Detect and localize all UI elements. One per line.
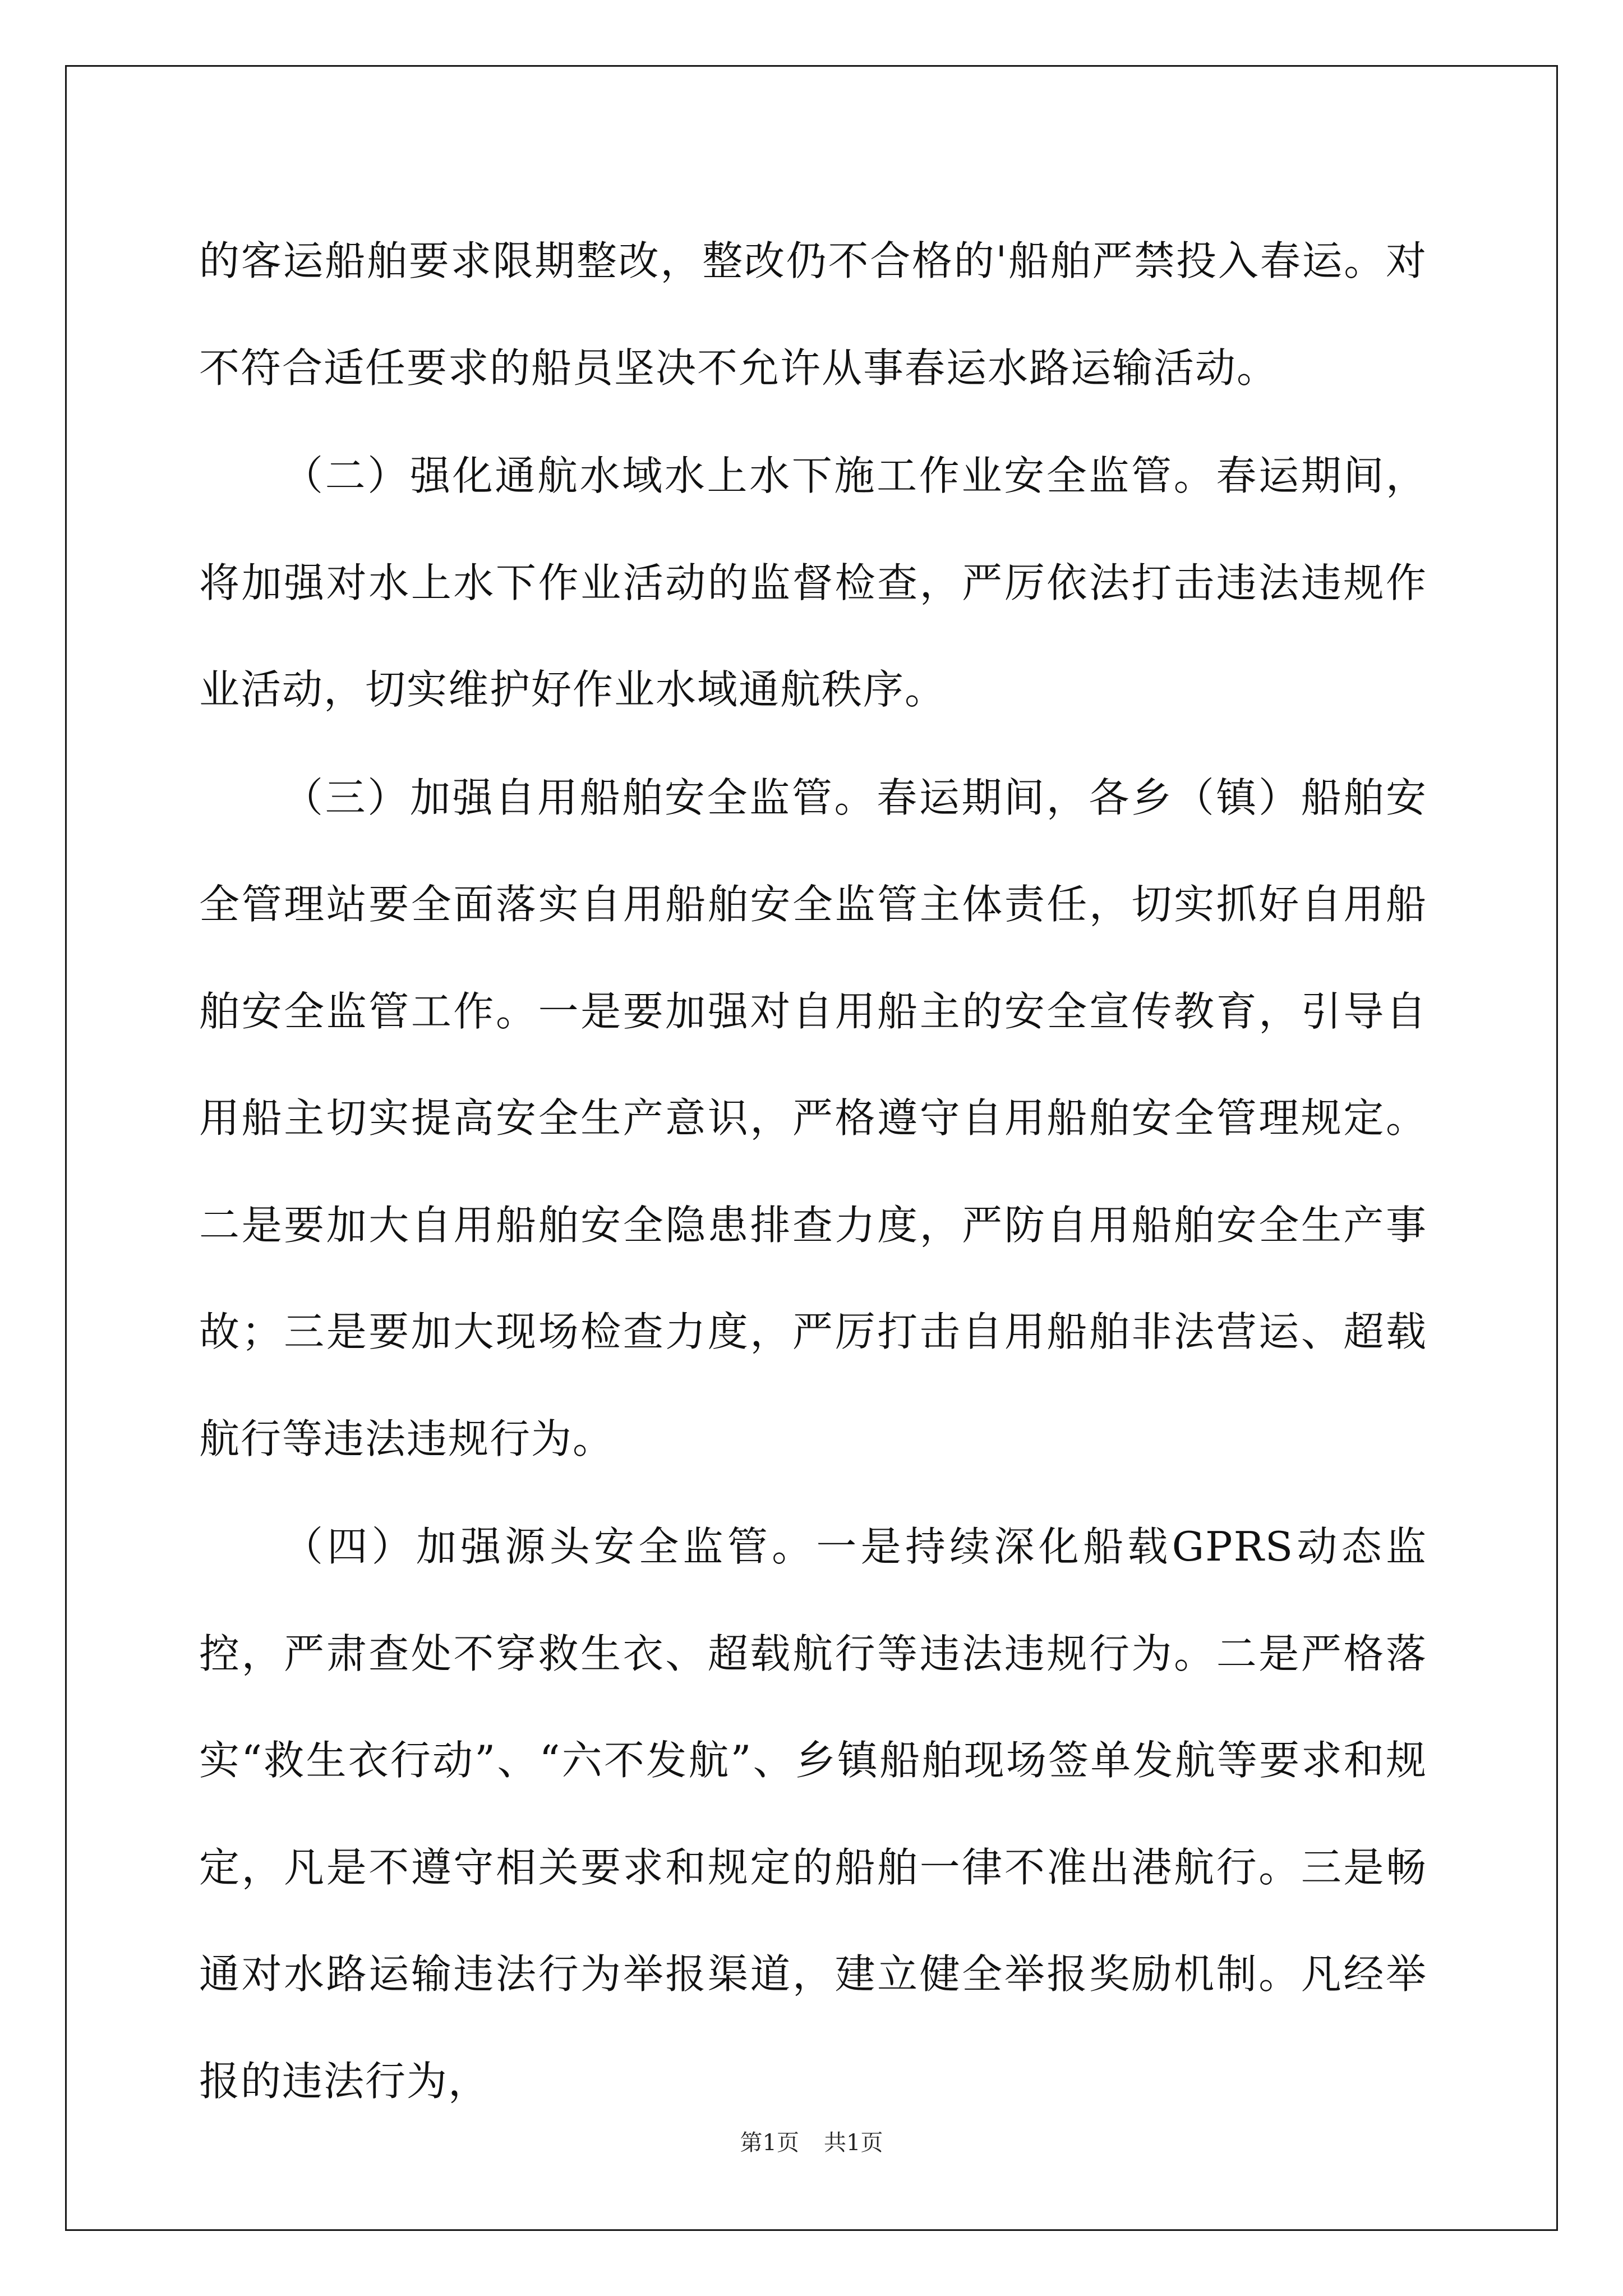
paragraph-continued: 的客运船舶要求限期整改，整改仍不合格的'船舶严禁投入春运。对不符合适任要求的船员坚决不允许从事春运水路运输活动。 xyxy=(199,237,1427,392)
page-footer xyxy=(0,2129,1623,2157)
paragraph-section-4: （四）加强源头安全监管。一是持续深化船载GPRS动态监控，严肃查处不穿救生衣、超载航行等违法违规行为。二是严格落实“救生衣行动”、“六不发航”、乡镇船舶现场签单发航等要求和规定，凡是不遵守相关要求和规定的船舶一律不准出港航行。三是畅通对水路运输违法行为举报渠道，建立健全举报奖励机制。凡经举报的违法行为， xyxy=(199,1523,1427,2105)
paragraph-section-2: （二）强化通航水域水上水下施工作业安全监管。春运期间，将加强对水上水下作业活动的监督检查，严厉依法打击违法违规作业活动，切实维护好作业水域通航秩序。 xyxy=(199,452,1427,713)
paragraph-section-3: （三）加强自用船舶安全监管。春运期间，各乡（镇）船舶安全管理站要全面落实自用船舶安全监管主体责任，切实抓好自用船舶安全监管工作。一是要加强对自用船主的安全宣传教育，引导自用船主切实提高安全生产意识，严格遵守自用船舶安全管理规定。二是要加大自用船舶安全隐患排查力度，严防自用船舶安全生产事故；三是要加大现场检查力度，严厉打击自用船舶非法营运、超载航行等违法违规行为。 xyxy=(199,774,1427,1462)
page-total: 共1页 xyxy=(824,2130,883,2156)
document-body xyxy=(199,208,1427,2136)
page-number: 第1页 xyxy=(740,2130,799,2156)
